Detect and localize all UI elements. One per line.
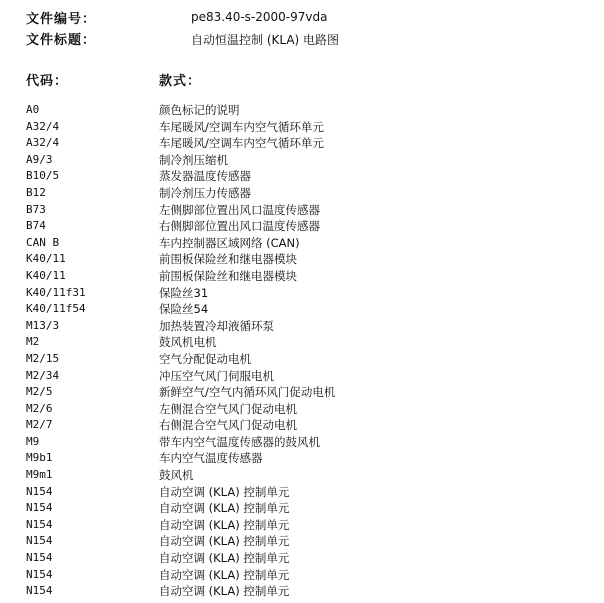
component-description: 制冷剂压力传感器 [159, 185, 251, 200]
list-item [0, 235, 604, 252]
list-item [0, 334, 604, 351]
component-description: 制冷剂压缩机 [159, 152, 228, 167]
component-description: 保险丝54 [159, 302, 209, 317]
list-item [0, 351, 604, 368]
component-description: 空气分配促动电机 [159, 351, 251, 366]
component-description: 新鲜空气/空气内循环风门促动电机 [159, 385, 336, 400]
component-code: A0 [26, 103, 40, 116]
component-description: 带车内空气温度传感器的鼓风机 [159, 434, 320, 449]
component-description: 颜色标记的说明 [159, 103, 240, 117]
component-description: 自动空调 (KLA) 控制单元 [159, 484, 290, 499]
component-description: 自动空调 (KLA) 控制单元 [159, 567, 290, 582]
component-code: A32/4 [26, 119, 60, 133]
list-item [0, 417, 604, 434]
component-description: 自动空调 (KLA) 控制单元 [159, 584, 290, 599]
list-item [0, 567, 604, 584]
component-code: K40/11f54 [26, 302, 86, 316]
list-item [0, 517, 604, 534]
component-description: 车内空气温度传感器 [159, 451, 263, 466]
component-code: K40/11 [26, 268, 66, 282]
component-code: N154 [26, 517, 53, 531]
component-code: M2/5 [26, 385, 53, 399]
component-code: M2 [26, 335, 40, 349]
component-description: 自动空调 (KLA) 控制单元 [159, 517, 290, 532]
list-item [0, 401, 604, 418]
component-code: M2/6 [26, 401, 53, 415]
component-code: N154 [26, 501, 53, 515]
component-code: M9 [26, 434, 40, 448]
list-item [0, 467, 604, 484]
component-code: B74 [26, 219, 46, 233]
component-description: 鼓风机电机 [159, 335, 217, 350]
list-item [0, 583, 604, 600]
component-code: M9m1 [26, 468, 53, 482]
component-code: N154 [26, 551, 53, 565]
component-description: 加热装置冷却液循环泵 [159, 318, 274, 333]
component-code: B10/5 [26, 169, 60, 183]
component-description: 蒸发器温度传感器 [159, 169, 251, 184]
style-column-header: 款式： [159, 74, 202, 89]
list-item [0, 119, 604, 136]
component-description: 左侧脚部位置出风口温度传感器 [159, 202, 320, 217]
component-description: 车尾暖风/空调车内空气循环单元 [159, 136, 324, 151]
list-item [0, 484, 604, 501]
component-description: 保险丝31 [159, 285, 209, 300]
component-description: 右侧混合空气风门促动电机 [159, 418, 297, 433]
component-code: B73 [26, 202, 46, 216]
component-code: M2/34 [26, 368, 60, 382]
list-item [0, 434, 604, 451]
component-code: N154 [26, 584, 53, 598]
component-description: 自动空调 (KLA) 控制单元 [159, 501, 290, 516]
component-description: 前围板保险丝和继电器模块 [159, 268, 297, 283]
doc-number-value: pe83.40-s-2000-97vda [191, 10, 328, 24]
list-item [0, 301, 604, 318]
component-description: 前围板保险丝和继电器模块 [159, 252, 297, 267]
list-item [0, 218, 604, 235]
list-item [0, 368, 604, 385]
list-item [0, 202, 604, 219]
component-code: B12 [26, 185, 46, 199]
list-item [0, 533, 604, 550]
list-item [0, 550, 604, 567]
list-item [0, 285, 604, 302]
component-code: M2/15 [26, 351, 60, 365]
doc-title-value: 自动恒温控制 (KLA) 电路图 [191, 33, 340, 47]
doc-number-label: 文件编号： [26, 12, 97, 27]
component-description: 冲压空气风门伺服电机 [159, 368, 274, 383]
list-item [0, 102, 604, 119]
component-code: K40/11 [26, 252, 66, 266]
component-description: 鼓风机 [159, 468, 194, 483]
component-description: 车内控制器区域网络 (CAN) [159, 235, 300, 250]
list-item [0, 168, 604, 185]
component-code: CAN B [26, 235, 60, 249]
component-code: A9/3 [26, 152, 53, 166]
component-description: 左侧混合空气风门促动电机 [159, 401, 297, 416]
component-description: 车尾暖风/空调车内空气循环单元 [159, 119, 324, 134]
component-code: K40/11f31 [26, 285, 86, 299]
code-column-header: 代码： [26, 74, 69, 89]
component-description: 自动空调 (KLA) 控制单元 [159, 534, 290, 549]
list-item [0, 135, 604, 152]
component-list [0, 102, 604, 600]
list-item [0, 185, 604, 202]
list-item [0, 268, 604, 285]
list-item [0, 318, 604, 335]
component-code: M2/7 [26, 418, 53, 432]
component-code: N154 [26, 567, 53, 581]
component-code: N154 [26, 484, 53, 498]
doc-title-label: 文件标题： [26, 33, 97, 48]
component-code: N154 [26, 534, 53, 548]
list-item [0, 500, 604, 517]
component-code: A32/4 [26, 136, 60, 150]
list-item [0, 152, 604, 169]
list-item [0, 450, 604, 467]
component-description: 自动空调 (KLA) 控制单元 [159, 551, 290, 566]
list-item [0, 251, 604, 268]
component-code: M9b1 [26, 451, 53, 465]
component-code: M13/3 [26, 318, 60, 332]
list-item [0, 384, 604, 401]
component-description: 右侧脚部位置出风口温度传感器 [159, 219, 320, 234]
